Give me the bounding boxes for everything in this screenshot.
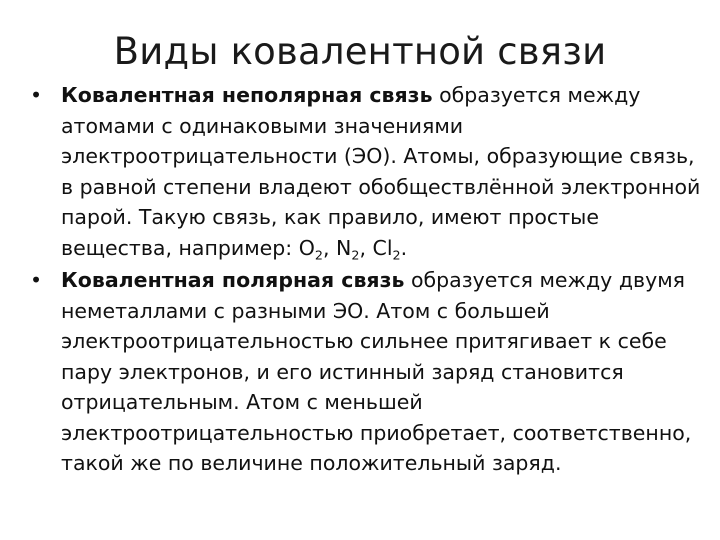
- bullet-text-polar: образуется между двумя неметаллами с разными ЭО. Атом с большей электроотрицательностью сильнее притягивает к себе пару электронов, и его истинный заряд становится отрицательным. Атом с меньшей электроотрицательностью приобретает, соответственно, такой же по величине положительный заряд.: [61, 268, 692, 475]
- term-polar: Ковалентная полярная связь: [61, 268, 405, 292]
- formula-o2: $O_2$,: [298, 235, 337, 262]
- bullet-item-nonpolar: [30, 80, 710, 263]
- bullet-marker: •: [30, 268, 43, 292]
- formula-n2: $N_2$,: [336, 235, 373, 262]
- term-nonpolar: Ковалентная неполярная связь: [61, 83, 433, 107]
- bullet-item-polar: [30, 265, 710, 479]
- slide-title: Виды ковалентной связи: [113, 30, 607, 73]
- formula-cl2: $Cl_2$.: [372, 235, 408, 262]
- bullet-list: [30, 80, 710, 481]
- bullet-marker: •: [30, 83, 43, 107]
- bullet-text-nonpolar: образуется между атомами с одинаковыми значениями электроотрицательности (ЭО). Атомы, образующие связь, в равной степени владеют обобществлённой электронной парой. Такую связь, как правило, имеют простые вещества, например:: [61, 83, 701, 260]
